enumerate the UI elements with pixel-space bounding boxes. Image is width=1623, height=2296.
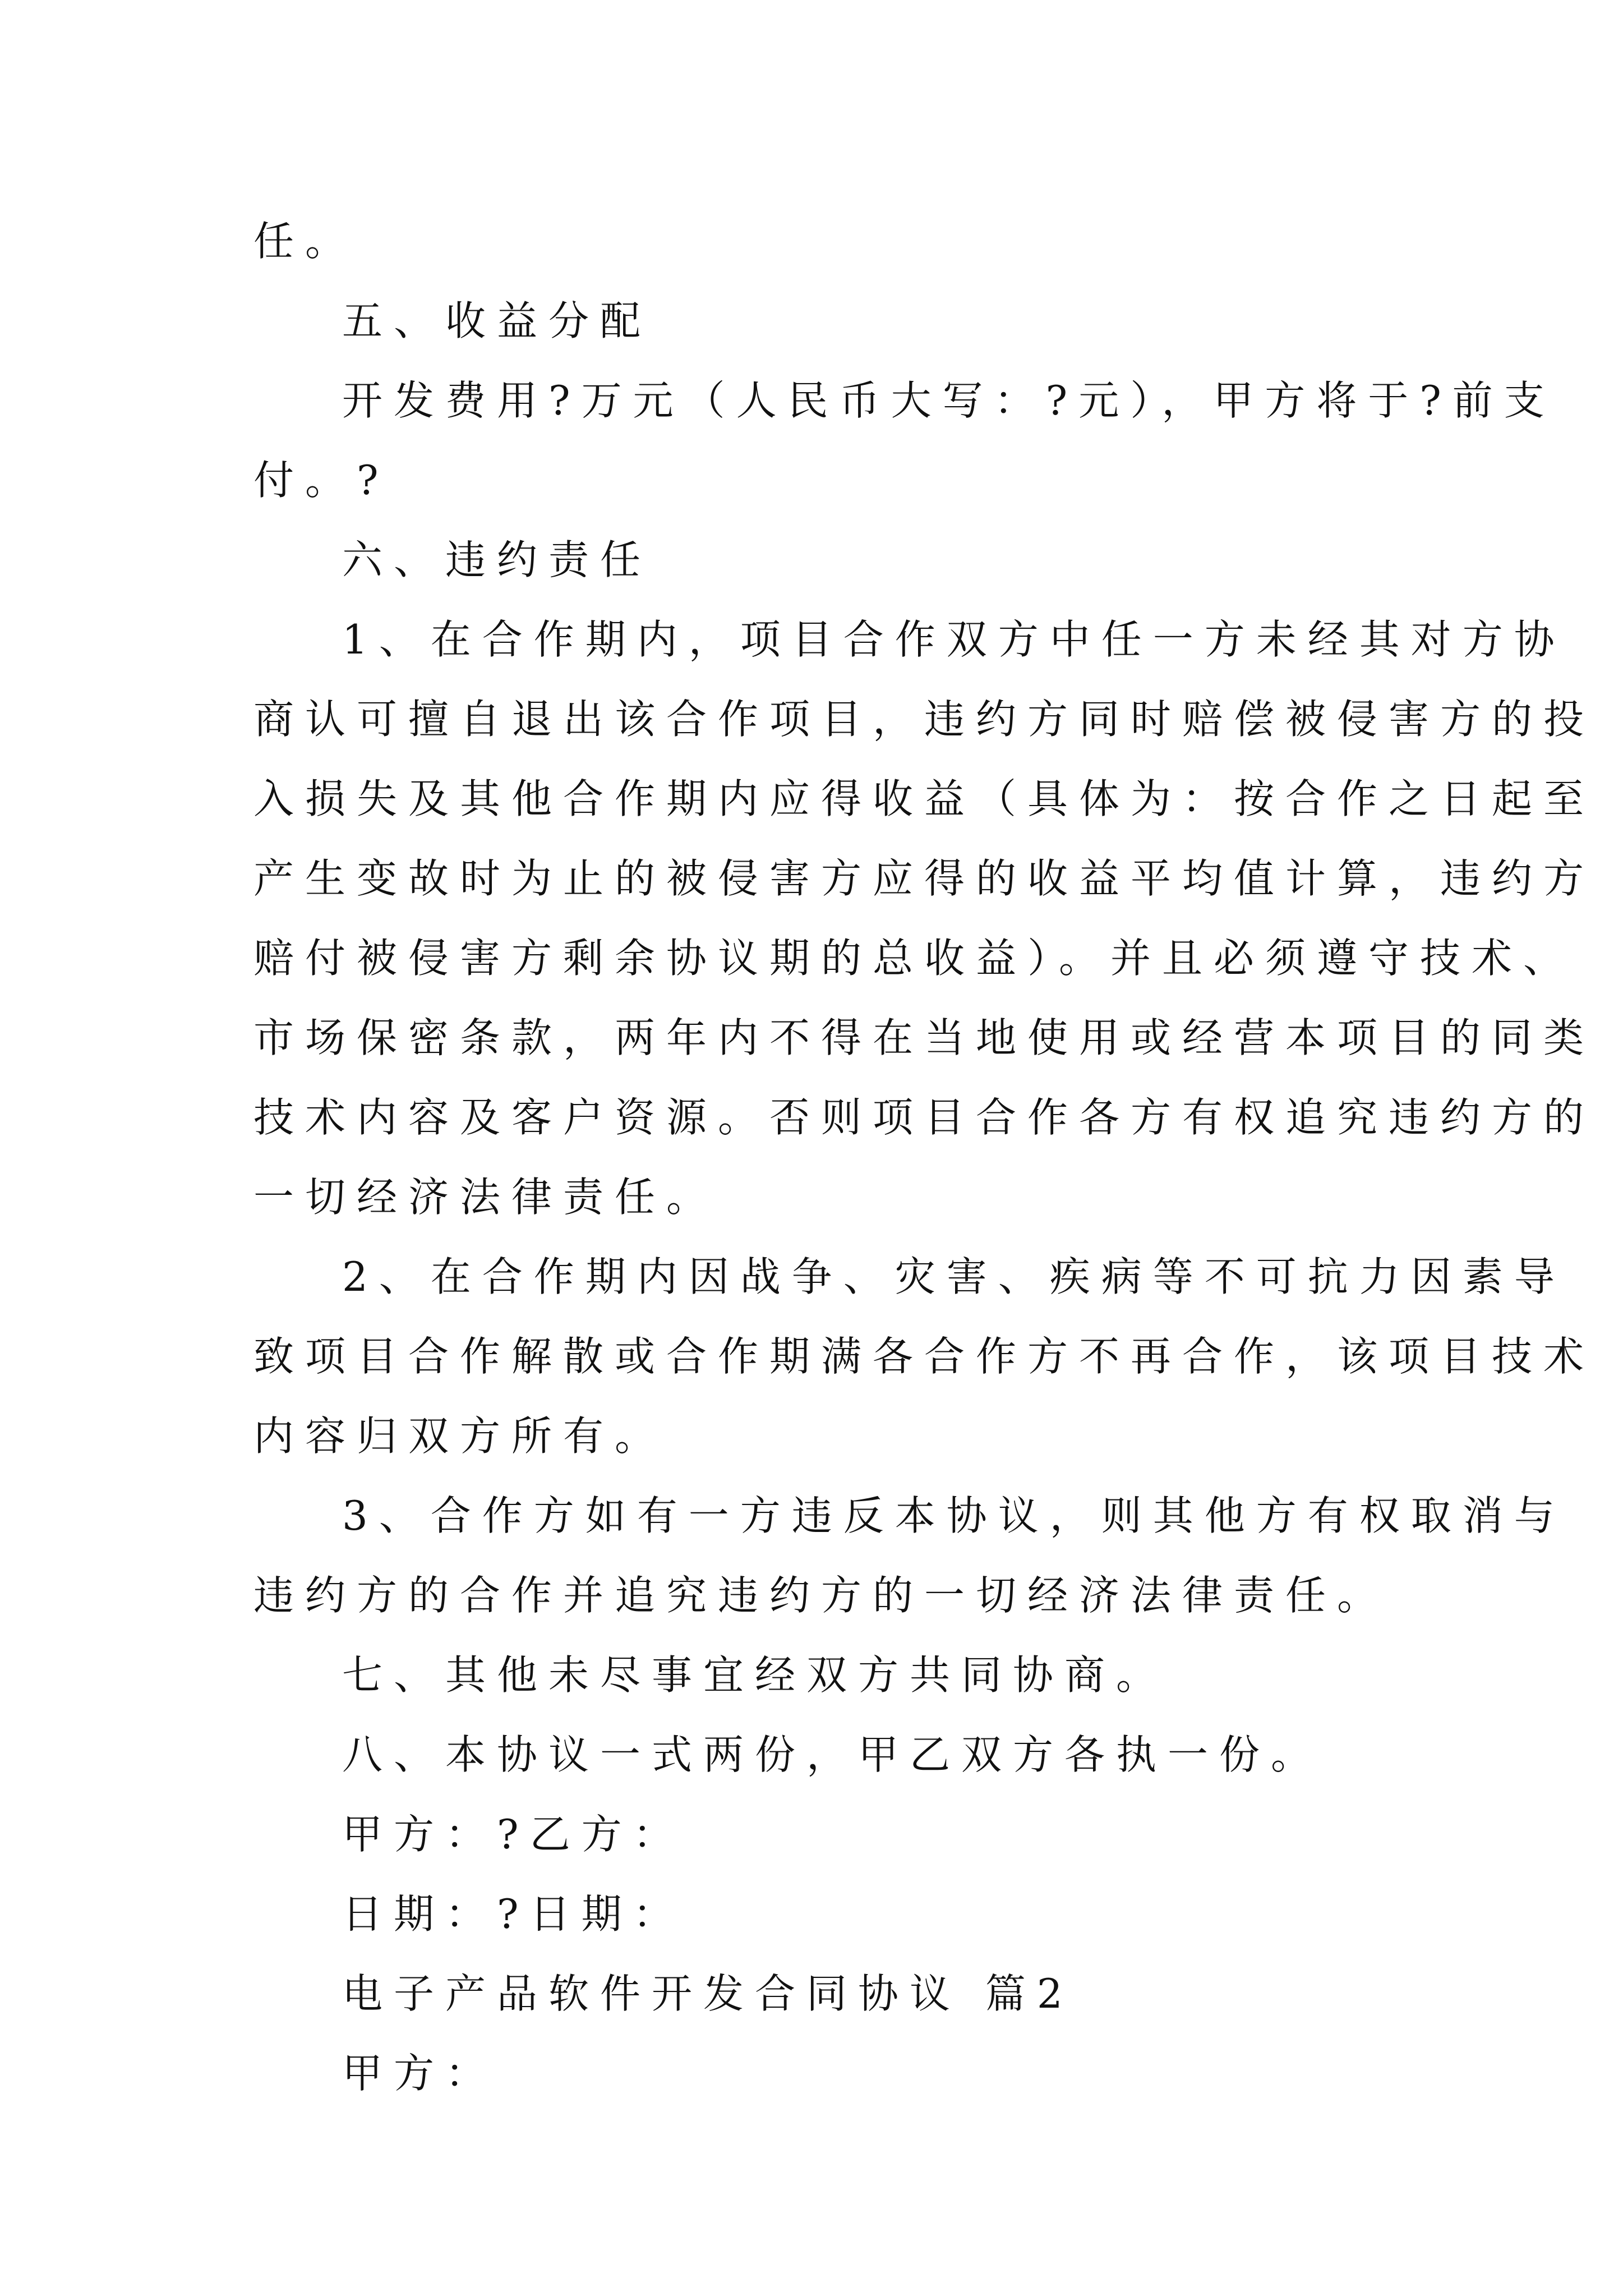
- text-line-6: 1、在合作期内，项目合作双方中任一方未经其对方协: [342, 616, 1566, 663]
- text-line-7: 商认可擅自退出该合作项目，违约方同时赔偿被侵害方的投: [253, 696, 1596, 743]
- section-heading-7: 七、其他未尽事宜经双方共同协商。: [342, 1651, 1168, 1699]
- section-heading-5: 五、收益分配: [342, 297, 652, 344]
- text-line-16: 内容归双方所有。: [253, 1412, 667, 1460]
- text-line-4: 付。?: [253, 457, 390, 504]
- section-heading-6: 六、违约责任: [342, 536, 652, 583]
- text-line-3: 开发费用?万元（人民币大写：?元），甲方将于?前支: [342, 377, 1556, 424]
- text-line-12: 技术内容及客户资源。否则项目合作各方有权追究违约方的: [253, 1094, 1596, 1141]
- text-line-11: 市场保密条款，两年内不得在当地使用或经营本项目的同类: [253, 1014, 1596, 1061]
- signature-parties: 甲方：?乙方：: [342, 1811, 685, 1858]
- text-line-18: 违约方的合作并追究违约方的一切经济法律责任。: [253, 1572, 1389, 1619]
- document-subtitle: 电子产品软件开发合同协议 篇2: [342, 1970, 1074, 2017]
- text-line-8: 入损失及其他合作期内应得收益（具体为：按合作之日起至: [253, 775, 1596, 822]
- section-heading-8: 八、本协议一式两份，甲乙双方各执一份。: [342, 1731, 1323, 1778]
- party-a-label: 甲方：: [342, 2050, 497, 2097]
- signature-dates: 日期：?日期：: [342, 1890, 685, 1938]
- text-line-14: 2、在合作期内因战争、灾害、疾病等不可抗力因素导: [342, 1253, 1566, 1300]
- text-line-17: 3、合作方如有一方违反本协议，则其他方有权取消与: [342, 1492, 1566, 1539]
- text-line-15: 致项目合作解散或合作期满各合作方不再合作，该项目技术: [253, 1333, 1596, 1380]
- text-line-1: 任。: [253, 218, 357, 265]
- text-line-10: 赔付被侵害方剩余协议期的总收益）。并且必须遵守技术、: [253, 935, 1575, 982]
- text-line-9: 产生变故时为止的被侵害方应得的收益平均值计算，违约方: [253, 855, 1596, 902]
- text-line-13: 一切经济法律责任。: [253, 1174, 718, 1221]
